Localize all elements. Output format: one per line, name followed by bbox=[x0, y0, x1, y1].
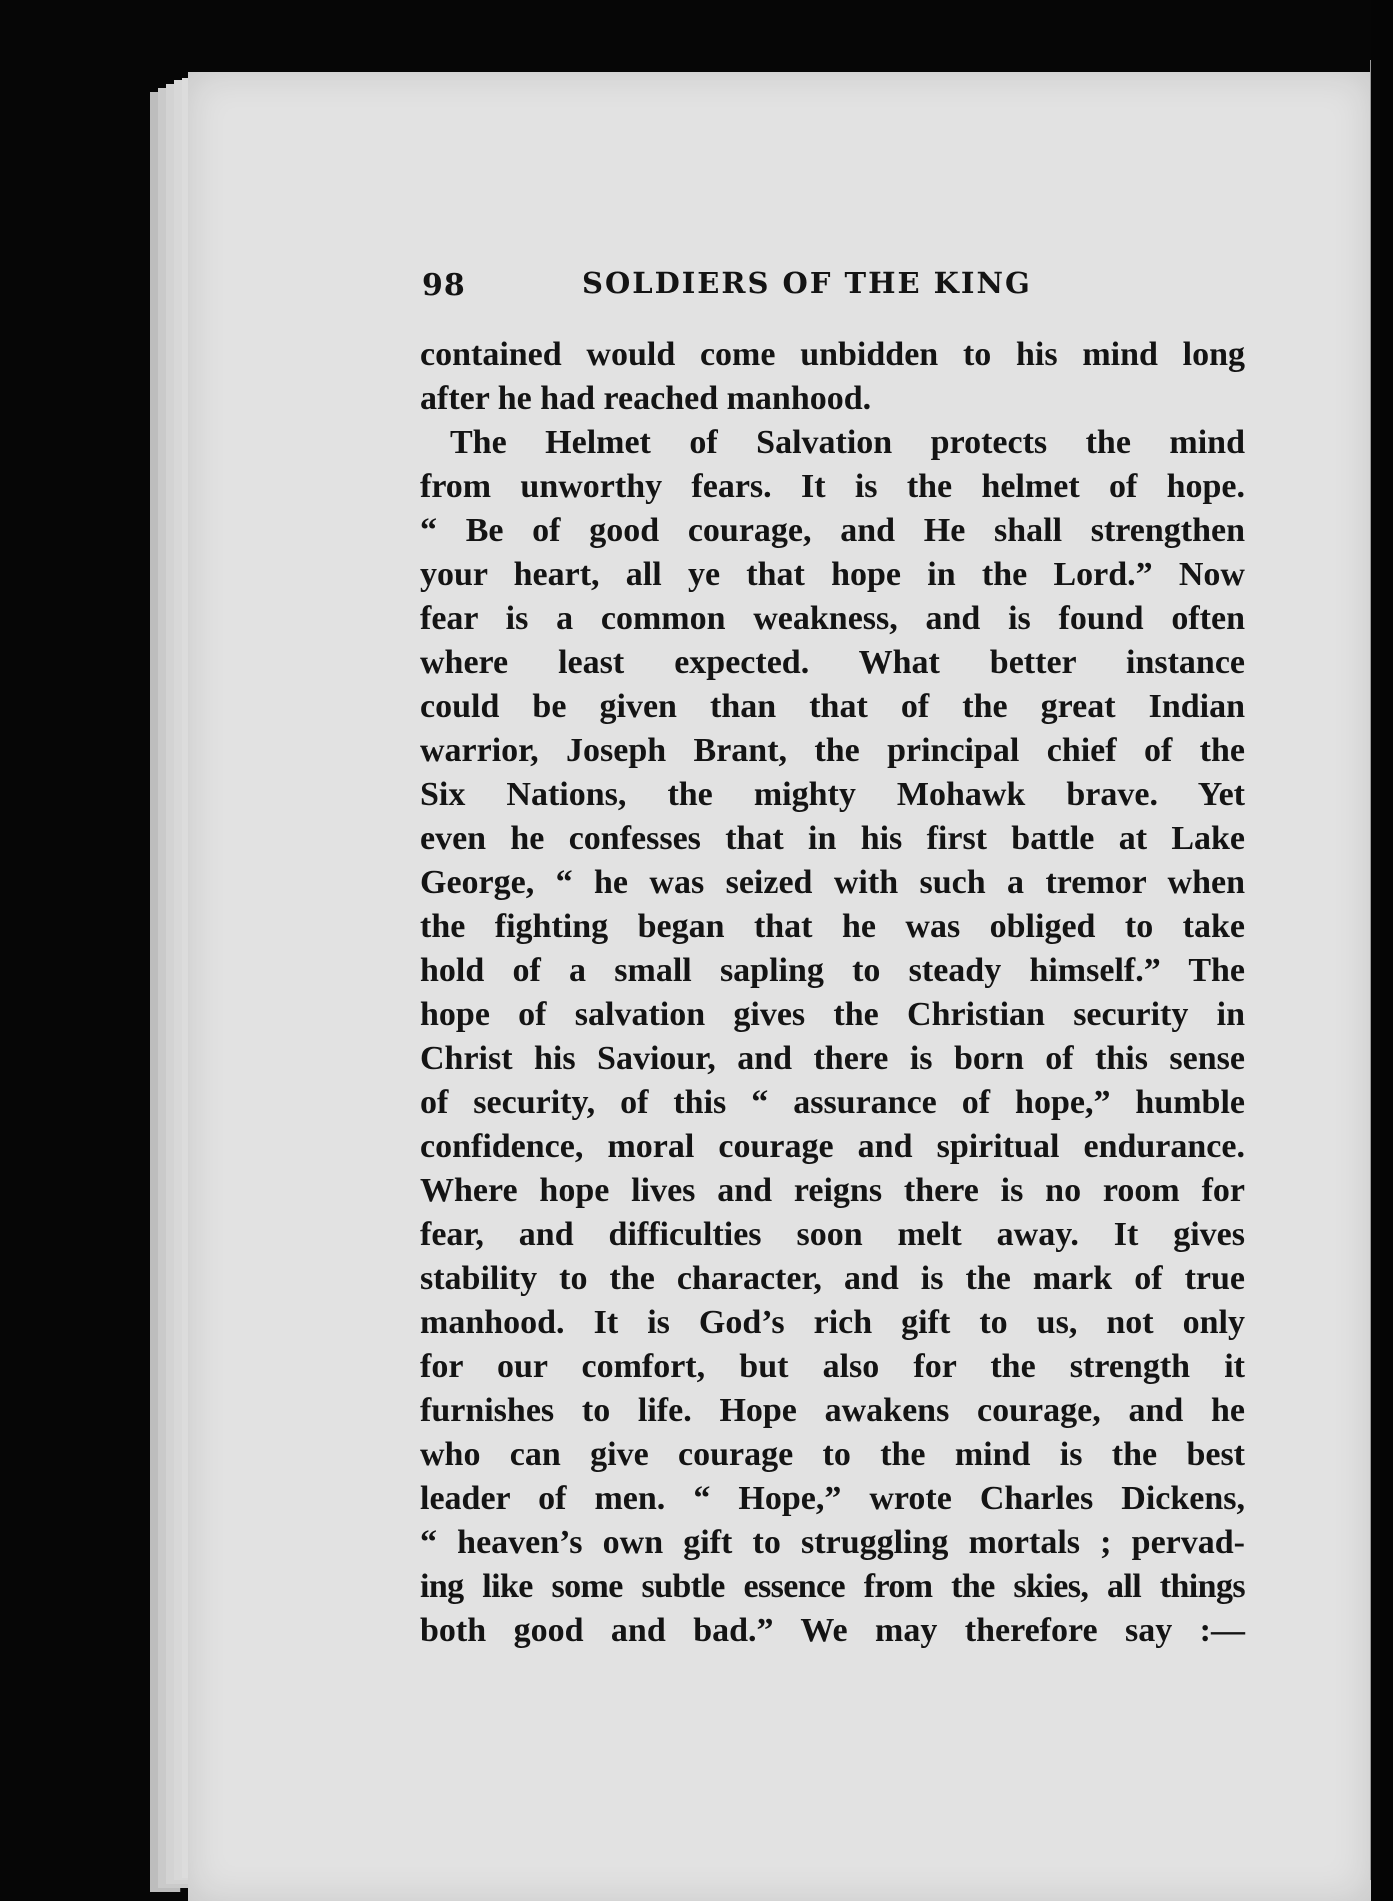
text-line: stability to the character, and is the mark of true bbox=[420, 1260, 1245, 1297]
text-line: could be given than that of the great Indian bbox=[420, 688, 1245, 725]
text-line: where least expected. What better instance bbox=[420, 644, 1245, 681]
text-line: fear is a common weakness, and is found often bbox=[420, 600, 1245, 637]
text-line: George, “ he was seized with such a tremor when bbox=[420, 864, 1245, 901]
text-line: hold of a small sapling to steady himself.” The bbox=[420, 952, 1245, 989]
page-header bbox=[422, 266, 1062, 306]
text-line: warrior, Joseph Brant, the principal chief of the bbox=[420, 732, 1245, 769]
text-line: furnishes to life. Hope awakens courage, and he bbox=[420, 1392, 1245, 1429]
text-line: fear, and difficulties soon melt away. It gives bbox=[420, 1216, 1245, 1253]
text-line: The Helmet of Salvation protects the mind bbox=[450, 424, 1245, 461]
text-line: “ Be of good courage, and He shall strengthen bbox=[420, 512, 1245, 549]
text-line: of security, of this “ assurance of hope,” humble bbox=[420, 1084, 1245, 1121]
text-line: ing like some subtle essence from the skies, all things bbox=[420, 1568, 1245, 1605]
body-text bbox=[420, 333, 1245, 1653]
text-line: both good and bad.” We may therefore say :— bbox=[420, 1612, 1245, 1649]
text-line: your heart, all ye that hope in the Lord.” Now bbox=[420, 556, 1245, 593]
text-line: Where hope lives and reigns there is no room for bbox=[420, 1172, 1245, 1209]
text-line: after he had reached manhood. bbox=[420, 380, 872, 417]
text-line: leader of men. “ Hope,” wrote Charles Dickens, bbox=[420, 1480, 1245, 1517]
text-line: Christ his Saviour, and there is born of this sense bbox=[420, 1040, 1245, 1077]
text-line: from unworthy fears. It is the helmet of hope. bbox=[420, 468, 1245, 505]
text-line: “ heaven’s own gift to struggling mortals ; pervad- bbox=[420, 1524, 1245, 1561]
page-number: 98 bbox=[422, 268, 466, 303]
text-line: for our comfort, but also for the strength it bbox=[420, 1348, 1245, 1385]
text-line: even he confesses that in his first battle at Lake bbox=[420, 820, 1245, 857]
text-line: contained would come unbidden to his mind long bbox=[420, 336, 1245, 373]
text-line: manhood. It is God’s rich gift to us, not only bbox=[420, 1304, 1245, 1341]
scan-border bbox=[1371, 0, 1393, 1901]
running-title: SOLDIERS OF THE KING bbox=[582, 266, 1032, 300]
text-line: who can give courage to the mind is the best bbox=[420, 1436, 1245, 1473]
text-line: hope of salvation gives the Christian security in bbox=[420, 996, 1245, 1033]
text-line: confidence, moral courage and spiritual endurance. bbox=[420, 1128, 1245, 1165]
text-line: the fighting began that he was obliged to take bbox=[420, 908, 1245, 945]
text-line: Six Nations, the mighty Mohawk brave. Yet bbox=[420, 776, 1245, 813]
